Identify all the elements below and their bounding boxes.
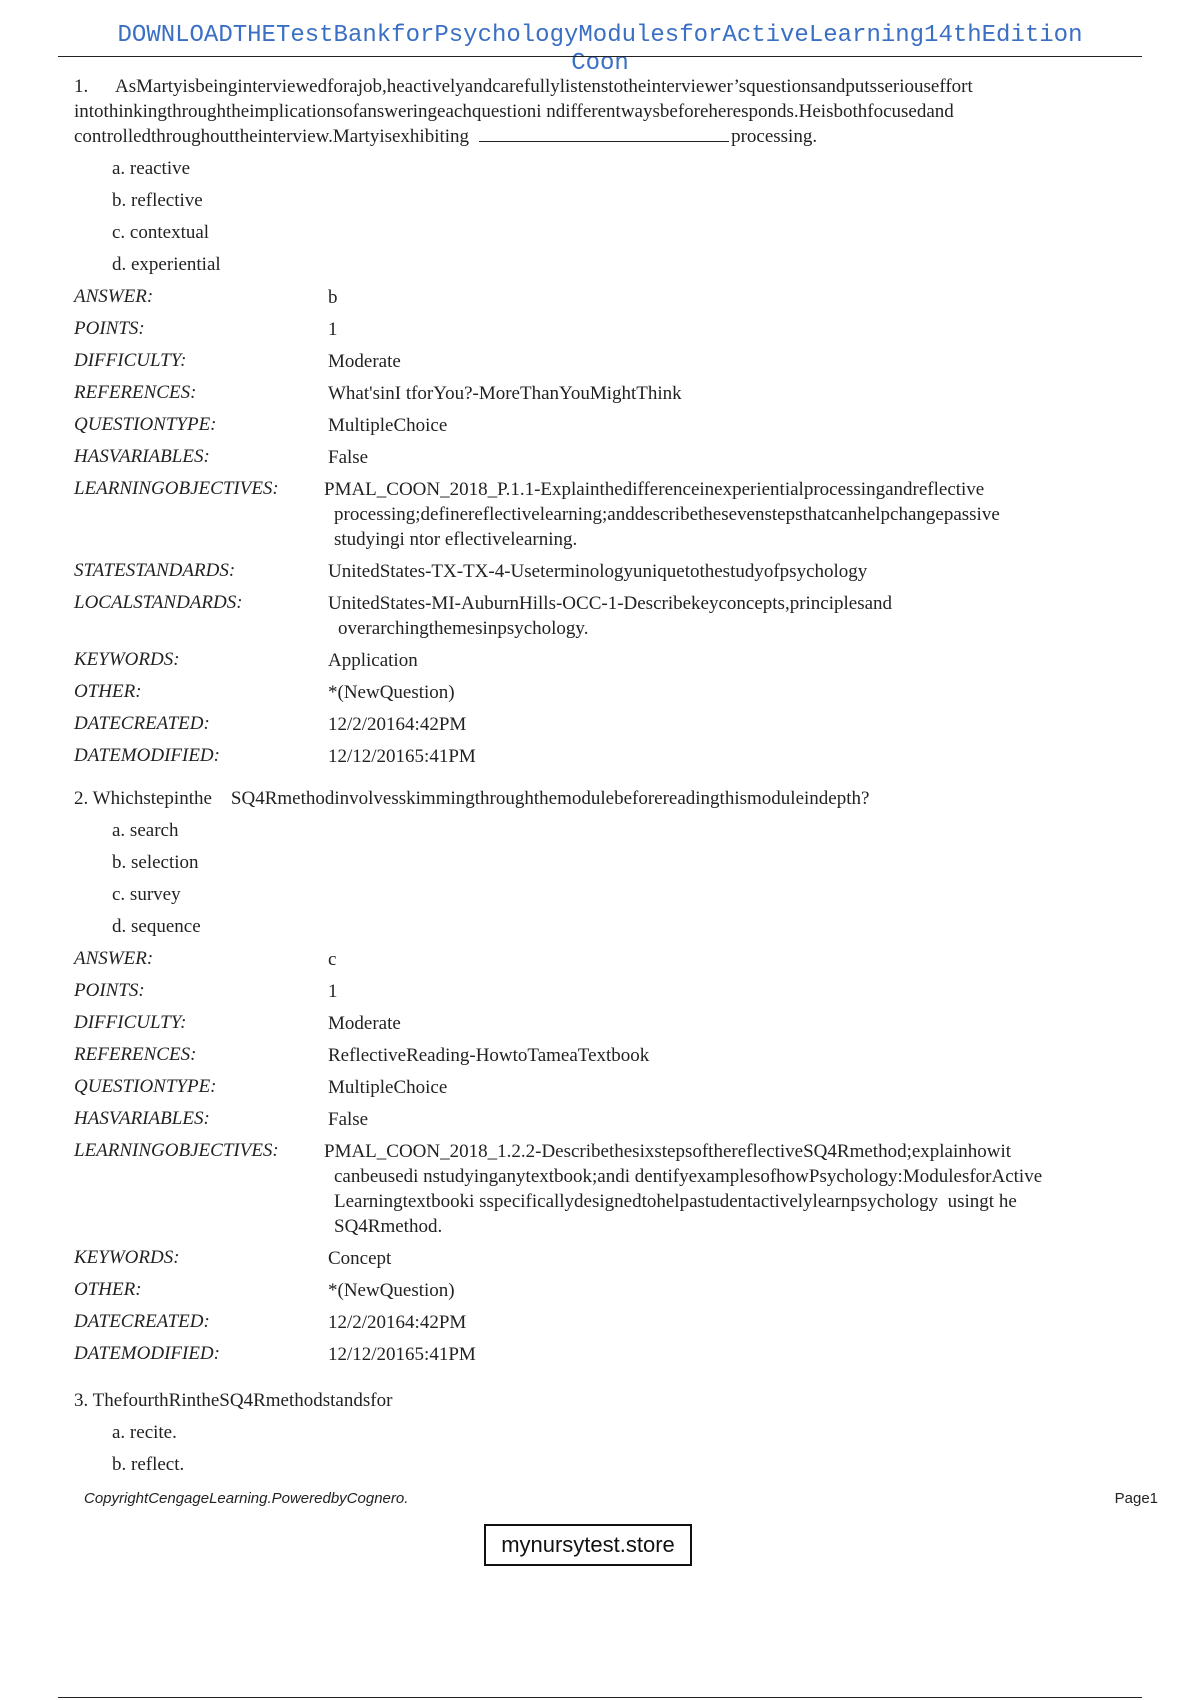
meta-references: REFERENCES: What'sinI tforYou?-MoreThanYouMightThink: [74, 382, 682, 404]
meta-date-modified: DATEMODIFIED: 12/12/20165:41PM: [74, 1343, 476, 1365]
title-line-2: Coon: [571, 50, 629, 77]
meta-references: REFERENCES: ReflectiveReading-HowtoTameaTextbook: [74, 1044, 650, 1066]
watermark-box: mynursytest.store: [484, 1524, 692, 1566]
meta-answer: ANSWER: b: [74, 286, 338, 308]
question-2: [74, 786, 1160, 1370]
question-3: [74, 1388, 1160, 1481]
option-a: a. reactive: [112, 158, 191, 179]
question-text: ThefourthRintheSQ4Rmethodstandsfor: [92, 1390, 393, 1411]
question-number: 2.: [74, 788, 89, 809]
option-b: b. reflect.: [112, 1454, 185, 1475]
meta-date-created: DATECREATED: 12/2/20164:42PM: [74, 1311, 467, 1333]
option-a: a. recite.: [112, 1422, 177, 1443]
question-number: 3.: [74, 1390, 89, 1411]
meta-keywords: KEYWORDS: Concept: [74, 1247, 392, 1269]
option-c: c. contextual: [112, 222, 210, 243]
meta-other: OTHER: *(NewQuestion): [74, 1279, 455, 1301]
option-b: b. selection: [112, 852, 199, 873]
question-1-metadata: [74, 281, 1160, 772]
meta-other: OTHER: *(NewQuestion): [74, 681, 455, 703]
option-a: a. search: [112, 820, 179, 841]
question-1-stem: [74, 74, 1160, 149]
question-text: Whichstepinthe SQ4Rmethodinvolvesskimmingthroughthemodulebeforereadingthismoduleindepth?: [92, 788, 870, 809]
meta-difficulty: DIFFICULTY: Moderate: [74, 350, 401, 372]
meta-difficulty: DIFFICULTY: Moderate: [74, 1012, 401, 1034]
meta-points: POINTS: 1: [74, 318, 338, 340]
title-line-1: DOWNLOADTHETestBankforPsychologyModulesforActiveLearning14thEdition: [117, 22, 1083, 49]
option-c: c. survey: [112, 884, 181, 905]
document-title: [0, 22, 1200, 78]
option-b: b. reflective: [112, 190, 203, 211]
question-text-end: processing.: [731, 126, 818, 147]
meta-state-standards: STATESTANDARDS: UnitedStates-TX-TX-4-Useterminologyuniquetothestudyofpsychology: [74, 560, 868, 582]
meta-learning-objectives: LEARNINGOBJECTIVES: PMAL_COON_2018_1.2.2-DescribethesixstepsofthereflectiveSQ4Rmethod;explainhowit canbeusedi nstudyinganytextbook;andi dentifyexamplesofhowPsychology:ModulesforActive Learningtextbooki sspecificallydesignedtohelpastudentactivelylearnpsychology usingt he SQ4Rmethod.: [74, 1140, 1043, 1237]
meta-points: POINTS: 1: [74, 980, 338, 1002]
question-3-stem: [74, 1388, 1160, 1413]
option-d: d. experiential: [112, 254, 221, 275]
meta-local-standards: LOCALSTANDARDS: UnitedStates-MI-AuburnHills-OCC-1-Describekeyconcepts,principlesand overarchingthemesinpsychology.: [74, 592, 893, 639]
meta-learning-objectives: LEARNINGOBJECTIVES: PMAL_COON_2018_P.1.1-Explainthedifferenceinexperientialprocessingandreflective processing;definereflectivelearning;anddescribethesevenstepsthatcanhelpchangepassive studyingi ntor eflectivelearning.: [74, 478, 1000, 550]
meta-question-type: QUESTIONTYPE: MultipleChoice: [74, 414, 448, 436]
meta-date-modified: DATEMODIFIED: 12/12/20165:41PM: [74, 745, 476, 767]
question-2-metadata: [74, 943, 1160, 1370]
question-number: 1.: [74, 76, 89, 97]
footer-divider: [58, 1697, 1142, 1698]
question-text: AsMartyisbeinginterviewedforajob,heactivelyandcarefullylistenstotheinterviewer’squestionsandputsseriouseffort intothinkingthroughtheimplicationsofansweringeachquestioni ndifferentwaysbeforeheresponds.Heisbothfocusedand controlledthroughouttheinterview.Martyisexhibiting: [74, 76, 973, 147]
question-1: [74, 74, 1160, 772]
question-1-options: [112, 153, 1160, 281]
meta-question-type: QUESTIONTYPE: MultipleChoice: [74, 1076, 448, 1098]
page-number: Page1: [1114, 1490, 1158, 1507]
meta-answer: ANSWER: c: [74, 948, 337, 970]
header-divider: [58, 56, 1142, 57]
footer-copyright: CopyrightCengageLearning.PoweredbyCognero.: [84, 1490, 409, 1507]
option-d: d. sequence: [112, 916, 201, 937]
meta-has-variables: HASVARIABLES: False: [74, 446, 369, 468]
question-2-stem: [74, 786, 1160, 811]
meta-date-created: DATECREATED: 12/2/20164:42PM: [74, 713, 467, 735]
meta-keywords: KEYWORDS: Application: [74, 649, 418, 671]
question-2-options: [112, 815, 1160, 943]
meta-has-variables: HASVARIABLES: False: [74, 1108, 369, 1130]
question-3-options: [112, 1417, 1160, 1481]
answer-blank: [479, 127, 729, 142]
